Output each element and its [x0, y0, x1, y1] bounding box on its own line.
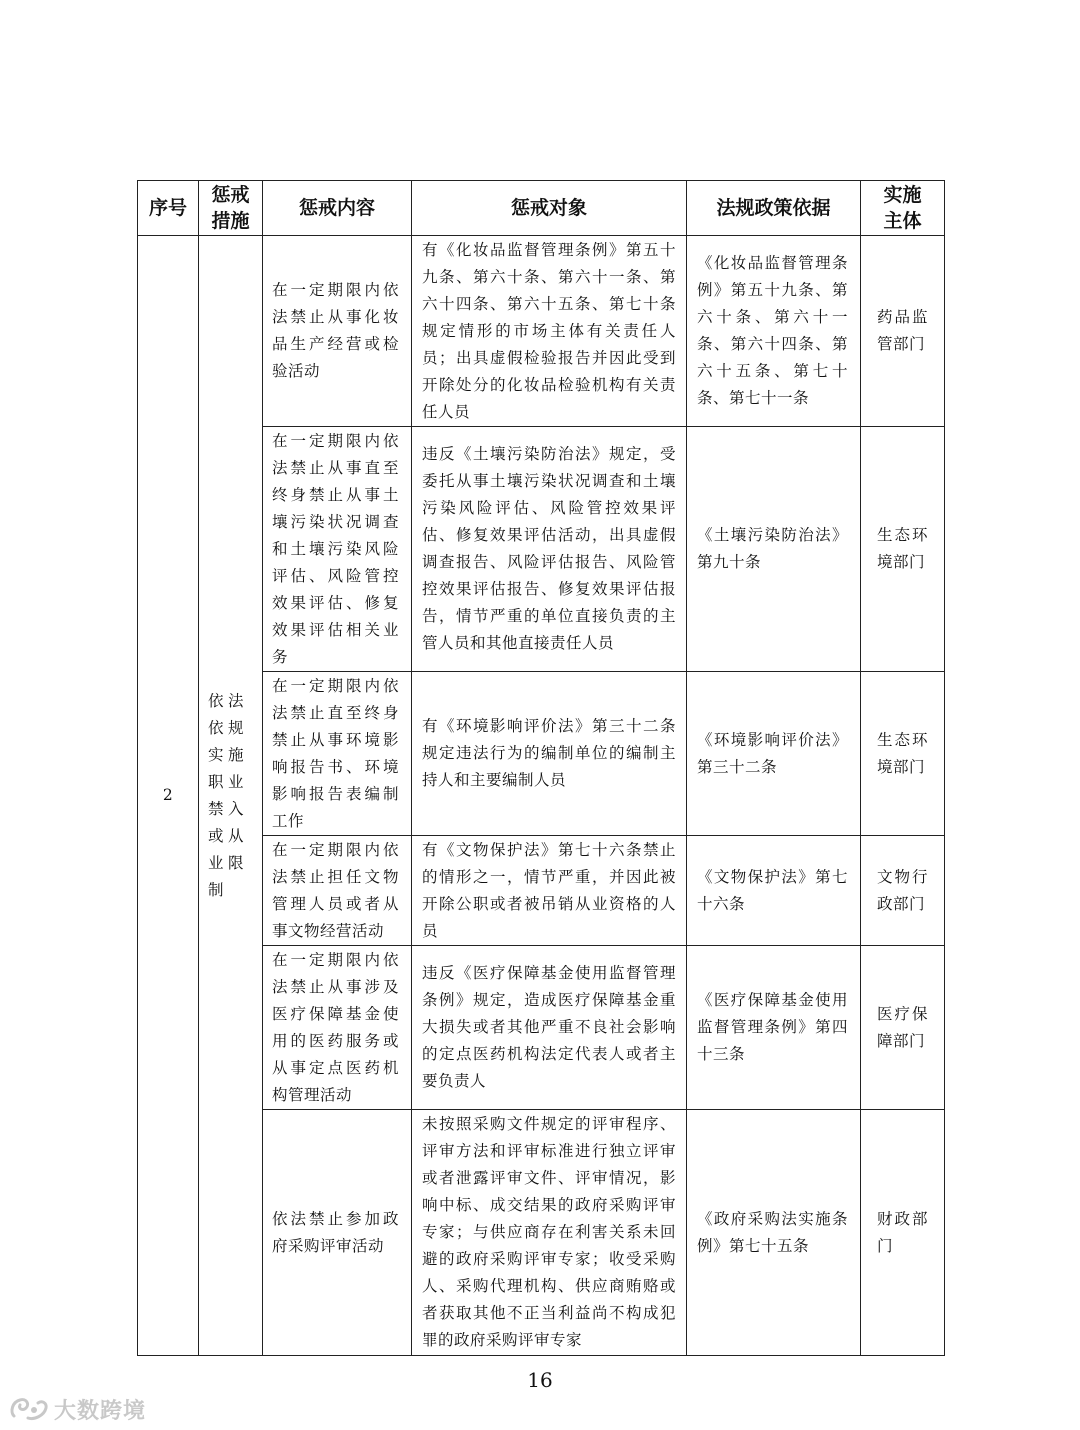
content-cell: 依法禁止参加政府采购评审活动 [263, 1110, 412, 1356]
content-cell: 在一定期限内依法禁止从事直至终身禁止从事土壤污染状况调查和土壤污染风险评估、风险管控效果评估、修复效果评估相关业务 [263, 427, 412, 672]
agency-cell: 文物行政部门 [861, 836, 945, 946]
target-cell: 有《环境影响评价法》第三十二条规定违法行为的编制单位的编制主持人和主要编制人员 [412, 672, 687, 836]
measure-cell: 依法依规实施职业禁入或从业限制 [199, 236, 263, 1356]
agency-cell: 药品监管部门 [861, 236, 945, 427]
page-number: 16 [527, 1368, 553, 1392]
basis-cell: 《环境影响评价法》第三十二条 [687, 672, 861, 836]
agency-cell: 生态环境部门 [861, 672, 945, 836]
header-content: 惩戒内容 [263, 181, 412, 236]
basis-cell: 《化妆品监督管理条例》第五十九条、第六十条、第六十一条、第六十四条、第六十五条、第七十条、第七十一条 [687, 236, 861, 427]
watermark [8, 1392, 146, 1426]
header-basis: 法规政策依据 [687, 181, 861, 236]
content-cell: 在一定期限内依法禁止担任文物管理人员或者从事文物经营活动 [263, 836, 412, 946]
basis-cell: 《政府采购法实施条例》第七十五条 [687, 1110, 861, 1356]
basis-cell: 《文物保护法》第七十六条 [687, 836, 861, 946]
seq-cell: 2 [138, 236, 199, 1356]
header-agency: 实施主体 [861, 181, 945, 236]
punishment-table [137, 180, 945, 1356]
watermark-logo-icon [8, 1394, 50, 1424]
target-cell: 有《文物保护法》第七十六条禁止的情形之一，情节严重，并因此被开除公职或者被吊销从业资格的人员 [412, 836, 687, 946]
basis-cell: 《土壤污染防治法》第九十条 [687, 427, 861, 672]
header-seq: 序号 [138, 181, 199, 236]
agency-cell: 生态环境部门 [861, 427, 945, 672]
target-cell: 违反《土壤污染防治法》规定，受委托从事土壤污染状况调查和土壤污染风险评估、风险管控效果评估、修复效果评估活动，出具虚假调查报告、风险评估报告、风险管控效果评估报告、修复效果评估报告，情节严重的单位直接负责的主管人员和其他直接责任人员 [412, 427, 687, 672]
basis-cell: 《医疗保障基金使用监督管理条例》第四十三条 [687, 946, 861, 1110]
target-cell: 未按照采购文件规定的评审程序、评审方法和评审标准进行独立评审或者泄露评审文件、评审情况，影响中标、成交结果的政府采购评审专家；与供应商存在利害关系未回避的政府采购评审专家；收受采购人、采购代理机构、供应商贿赂或者获取其他不正当利益尚不构成犯罪的政府采购评审专家 [412, 1110, 687, 1356]
table-header-row [138, 181, 945, 236]
header-target: 惩戒对象 [412, 181, 687, 236]
content-cell: 在一定期限内依法禁止从事涉及医疗保障基金使用的医药服务或从事定点医药机构管理活动 [263, 946, 412, 1110]
watermark-text: 大数跨境 [54, 1398, 147, 1424]
content-cell: 在一定期限内依法禁止从事化妆品生产经营或检验活动 [263, 236, 412, 427]
content-cell: 在一定期限内依法禁止直至终身禁止从事环境影响报告书、环境影响报告表编制工作 [263, 672, 412, 836]
header-measure: 惩戒措施 [199, 181, 263, 236]
table-row [138, 236, 945, 427]
agency-cell: 医疗保障部门 [861, 946, 945, 1110]
agency-cell: 财政部门 [861, 1110, 945, 1356]
target-cell: 有《化妆品监督管理条例》第五十九条、第六十条、第六十一条、第六十四条、第六十五条、第七十条规定情形的市场主体有关责任人员；出具虚假检验报告并因此受到开除处分的化妆品检验机构有关责任人员 [412, 236, 687, 427]
target-cell: 违反《医疗保障基金使用监督管理条例》规定，造成医疗保障基金重大损失或者其他严重不良社会影响的定点医药机构法定代表人或者主要负责人 [412, 946, 687, 1110]
